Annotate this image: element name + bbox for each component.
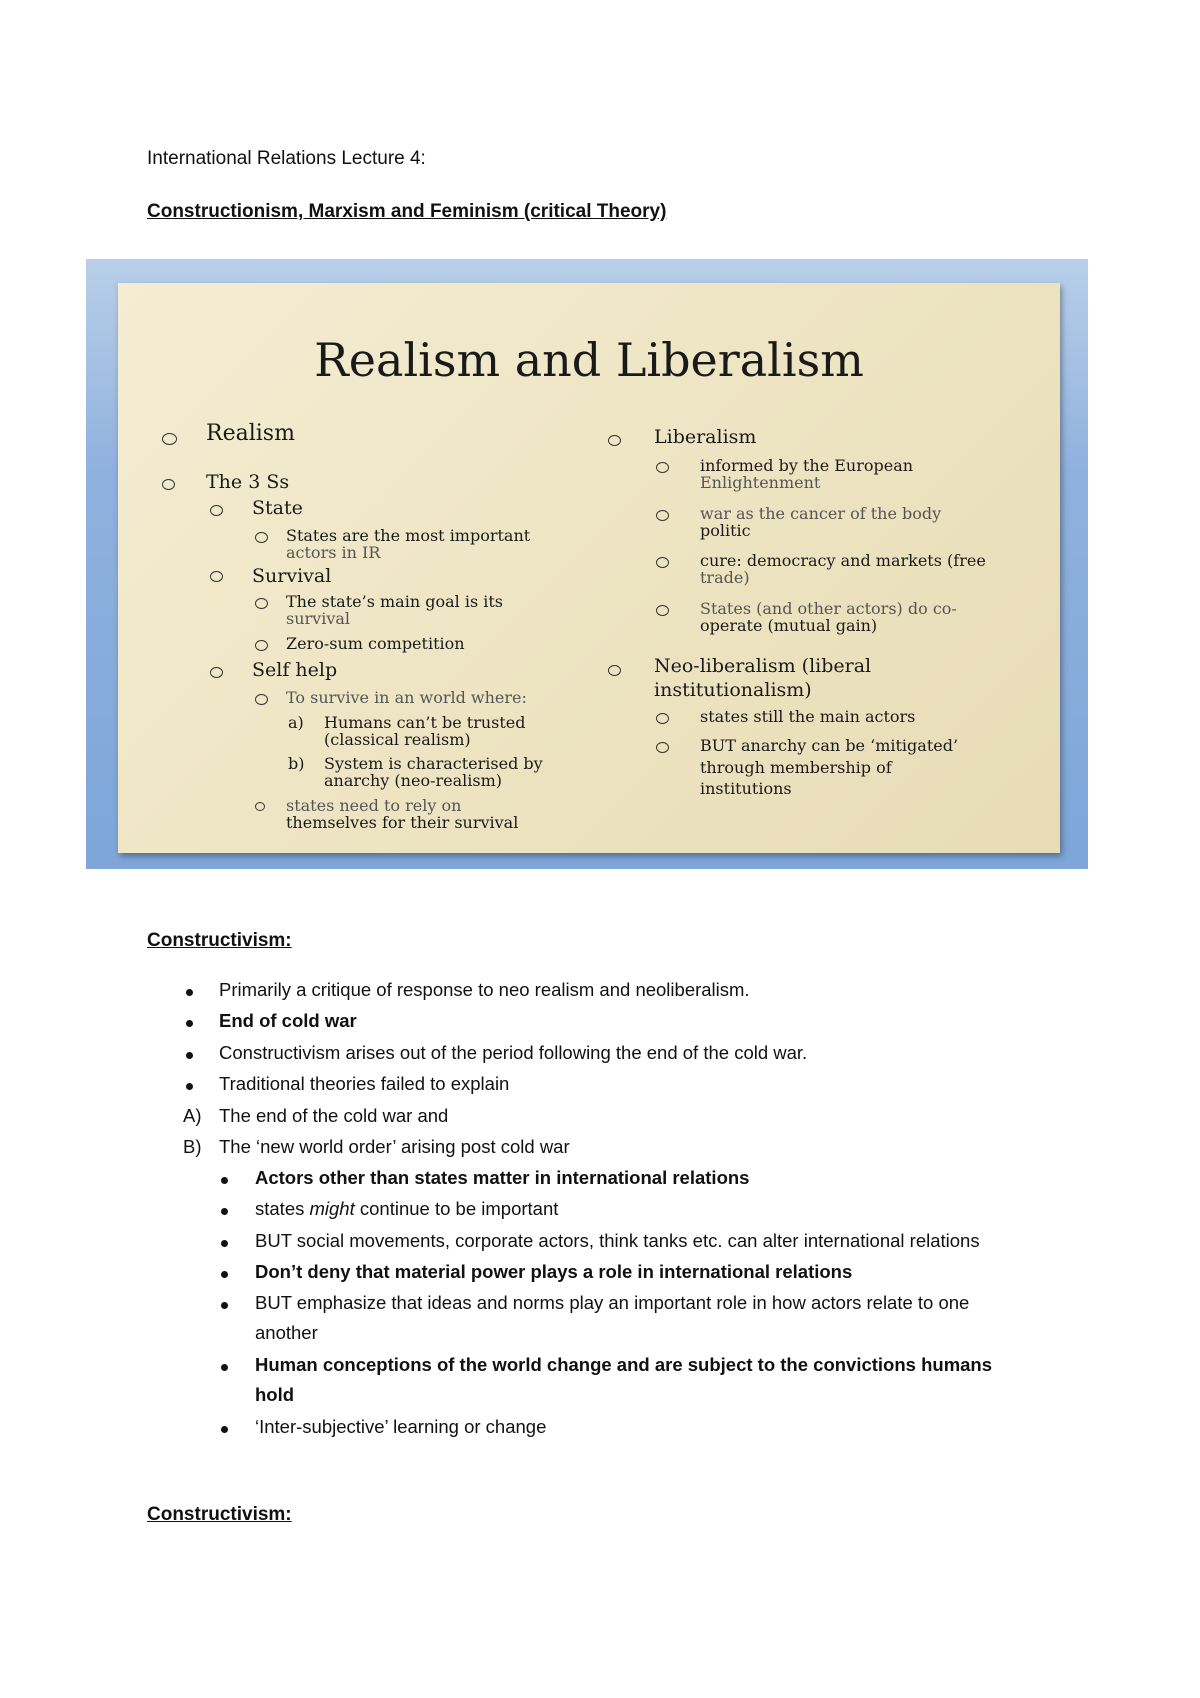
sub-list-item: BUT emphasize that ideas and norms play an important role in how actors relate to one — [255, 1292, 970, 1313]
slide-state-desc-2: actors in IR — [286, 543, 381, 562]
list-item: End of cold war — [219, 1010, 357, 1031]
sub-list-item: Actors other than states matter in international relations — [255, 1167, 750, 1188]
slide-lib-3: cure: democracy and markets (free — [700, 551, 986, 570]
sub-list-item: BUT social movements, corporate actors, think tanks etc. can alter international relations — [255, 1230, 980, 1251]
slide-survival-desc: The state’s main goal is its — [286, 592, 503, 611]
slide-state-desc: States are the most important — [286, 526, 531, 545]
slide-bullet-icon — [162, 433, 177, 445]
slide-zero-sum: Zero-sum competition — [286, 634, 465, 653]
slide-rely-1: states need to rely on — [286, 796, 462, 815]
slide-bullet-icon — [210, 571, 223, 582]
sub-list-item: ‘Inter-subjective’ learning or change — [255, 1416, 547, 1437]
slide-bullet-icon — [656, 462, 669, 473]
document-subtitle: Constructionism, Marxism and Feminism (critical Theory) — [147, 201, 667, 222]
slide-survival-desc-2: survival — [286, 609, 351, 628]
slide-marker-a: a) — [288, 713, 304, 732]
emphasis-text: might — [309, 1198, 355, 1219]
slide-3ss: The 3 Ss — [206, 471, 290, 493]
slide-bullet-icon — [210, 667, 223, 678]
slide-b-1: System is characterised by — [324, 754, 543, 773]
slide-lib-3b: trade) — [700, 568, 750, 587]
slide-bullet-icon — [255, 598, 268, 609]
slide-lib-4: States (and other actors) do co- — [700, 599, 957, 618]
slide-bullet-icon — [255, 694, 268, 705]
slide-neo: Neo-liberalism (liberal — [654, 655, 872, 677]
lettered-item: The end of the cold war and — [219, 1105, 449, 1126]
slide-bullet-icon — [608, 435, 621, 446]
slide-bullet-icon — [656, 713, 669, 724]
slide-rely-2: themselves for their survival — [286, 813, 519, 832]
slide-neo-item-2c: institutions — [700, 779, 792, 798]
slide-realism: Realism — [206, 421, 295, 446]
slide-bullet-icon — [656, 742, 669, 753]
slide-title: Realism and Liberalism — [314, 333, 864, 387]
sub-list-item — [255, 1198, 558, 1220]
slide-self-help-desc: To survive in an world where: — [286, 688, 527, 707]
bullet-icon — [186, 1052, 193, 1059]
sub-list-item-cont: hold — [255, 1384, 295, 1405]
slide-bullet-icon — [656, 557, 669, 568]
slide-bullet-icon — [255, 532, 268, 543]
slide-bullet-icon — [255, 640, 268, 651]
list-marker: A) — [183, 1105, 202, 1126]
bullet-icon — [221, 1177, 228, 1184]
bullet-icon — [221, 1364, 228, 1371]
text-run: continue to be important — [354, 1198, 559, 1219]
slide-bullet-icon — [656, 510, 669, 521]
slide — [118, 283, 1060, 853]
slide-state: State — [252, 497, 303, 519]
bullet-icon — [186, 989, 193, 996]
bullet-icon — [221, 1302, 228, 1309]
slide-lib-4b: operate (mutual gain) — [700, 616, 878, 635]
slide-neo-item-2b: through membership of — [700, 758, 892, 777]
slide-lib-1b: Enlightenment — [700, 473, 821, 492]
slide-bullet-icon — [255, 802, 265, 811]
bullet-icon — [186, 1020, 193, 1027]
slide-bullet-icon — [608, 665, 621, 676]
bullet-icon — [221, 1208, 228, 1215]
bullet-icon — [221, 1240, 228, 1247]
list-item: Primarily a critique of response to neo realism and neoliberalism. — [219, 979, 750, 1000]
slide-survival: Survival — [252, 565, 332, 587]
slide-liberalism: Liberalism — [654, 426, 757, 448]
bullet-icon — [186, 1083, 193, 1090]
sub-list-item: Don’t deny that material power plays a role in international relations — [255, 1261, 853, 1282]
constructivism-heading: Constructivism: — [147, 930, 292, 951]
slide-b-2: anarchy (neo-realism) — [324, 771, 502, 790]
slide-a-2: (classical realism) — [324, 730, 471, 749]
slide-lib-1: informed by the European — [700, 456, 914, 475]
list-marker: B) — [183, 1136, 202, 1157]
list-item: Constructivism arises out of the period following the end of the cold war. — [219, 1042, 808, 1063]
list-item: Traditional theories failed to explain — [219, 1073, 510, 1094]
slide-neo-item-1: states still the main actors — [700, 707, 916, 726]
slide-bullet-icon — [210, 505, 223, 516]
slide-marker-b: b) — [288, 754, 305, 773]
slide-bullet-icon — [656, 605, 669, 616]
slide-neo-2: institutionalism) — [654, 679, 812, 701]
text-run: states — [255, 1198, 310, 1219]
bullet-icon — [221, 1271, 228, 1278]
slide-a-1: Humans can’t be trusted — [324, 713, 526, 732]
slide-image — [86, 259, 1088, 869]
slide-lib-2: war as the cancer of the body — [700, 504, 942, 523]
slide-neo-item-2: BUT anarchy can be ‘mitigated’ — [700, 736, 959, 755]
slide-lib-2b: politic — [700, 521, 751, 540]
constructivism-heading-2: Constructivism: — [147, 1504, 292, 1525]
slide-bullet-icon — [162, 479, 175, 490]
slide-self-help: Self help — [252, 659, 338, 681]
sub-list-item: Human conceptions of the world change and are subject to the convictions humans — [255, 1354, 993, 1375]
bullet-icon — [221, 1426, 228, 1433]
sub-list-item-cont: another — [255, 1322, 318, 1343]
document-title: International Relations Lecture 4: — [147, 148, 426, 169]
lettered-item: The ‘new world order’ arising post cold war — [219, 1136, 570, 1157]
